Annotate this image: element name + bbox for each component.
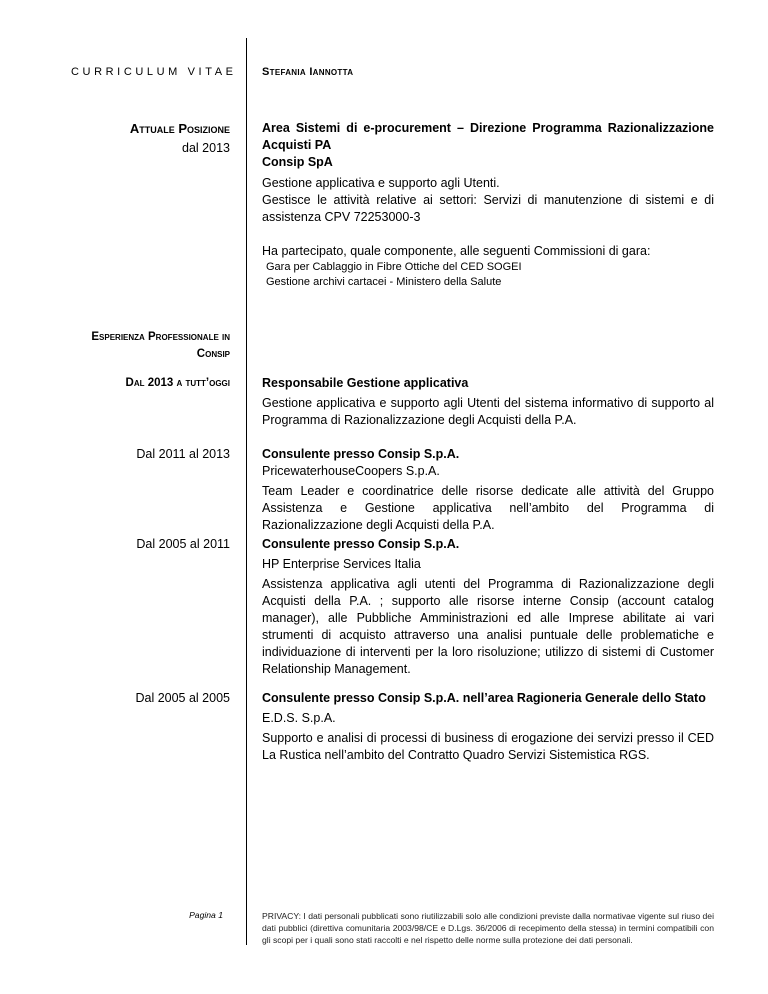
experience-entry (262, 446, 714, 534)
column-divider (246, 38, 247, 945)
position-desc2: Gestisce le attività relative ai settori: Servizi di manutenzione di sistemi e di assistenza CPV 72253000-3 (262, 193, 714, 224)
experience-entry (262, 375, 714, 429)
page-number: Pagina 1 (189, 910, 223, 920)
entry-period: Dal 2011 al 2013 (136, 447, 230, 461)
position-title-line2: Acquisti PA (262, 138, 332, 152)
entry-title: Responsabile Gestione applicativa (262, 376, 469, 390)
privacy-notice: PRIVACY: I dati personali pubblicati sono riutilizzabili solo alle condizioni previste dalla normativae vigente sul riuso dei dati pubblici (direttiva comunitaria 2003/98/CE e D.Lgs. 36/2006 di recepimento della stessa) in termini compatibili con gli scopi per i quali sono stati raccolti e nel rispetto delle norme sulla protezione dei dati personali. (262, 911, 714, 945)
entry-desc: Supporto e analisi di processi di business di erogazione dei servizi presso il CED La Rustica nell’ambito del Contratto Quadro Servizi Sistemistica RGS. (262, 731, 714, 762)
current-position-block (262, 120, 714, 290)
experience-section-label (91, 329, 230, 363)
current-position-since: dal 2013 (182, 141, 230, 155)
position-company: Consip SpA (262, 155, 333, 169)
entry-period: Dal 2013 a tutt’oggi (125, 377, 230, 389)
experience-label-line1: Esperienza Professionale in (91, 331, 230, 343)
experience-entry (262, 536, 714, 678)
entry-desc: Team Leader e coordinatrice delle risorse dedicate alle attività del Gruppo Assistenza e Gestione applicativa nell’ambito del Programma di Razionalizzazione degli Acquisti della P.A. (262, 484, 714, 532)
entry-employer: PricewaterhouseCoopers S.p.A. (262, 464, 440, 478)
position-desc1: Gestione applicativa e supporto agli Utenti. (262, 176, 500, 190)
entry-period: Dal 2005 al 2005 (135, 691, 230, 705)
commissions-intro: Ha partecipato, quale componente, alle seguenti Commissioni di gara: (262, 244, 651, 258)
entry-title: Consulente presso Consip S.p.A. nell’area Ragioneria Generale dello Stato (262, 691, 706, 705)
entry-title: Consulente presso Consip S.p.A. (262, 447, 460, 461)
commission-item: Gestione archivi cartacei - Ministero della Salute (266, 276, 502, 288)
position-title-line1: Area Sistemi di e-procurement – Direzione Programma Razionalizzazione (262, 121, 714, 135)
entry-desc: Assistenza applicativa agli utenti del Programma di Razionalizzazione degli Acquisti della P.A. ; supporto alle risorse interne Consip (account catalog manager), alle Pubbliche Amministrazioni ed alle Imprese abilitate ai vari strumenti di acquisto attraverso una analisi puntuale delle problematiche e individuazione di interventi per la loro risoluzione; utilizzo di sistemi di Customer Relationship Management. (262, 577, 714, 676)
experience-entry (262, 690, 714, 764)
cv-heading: CURRICULUM VITAE (71, 66, 237, 78)
current-position-label: Attuale Posizione (129, 121, 230, 136)
entry-desc: Gestione applicativa e supporto agli Utenti del sistema informativo di supporto al Programma di Razionalizzazione degli Acquisti della P.A. (262, 396, 714, 427)
commission-item: Gara per Cablaggio in Fibre Ottiche del CED SOGEI (266, 261, 522, 273)
person-name: Stefania Iannotta (262, 66, 354, 78)
experience-label-line2: Consip (196, 348, 230, 360)
entry-employer: E.D.S. S.p.A. (262, 711, 336, 725)
entry-title: Consulente presso Consip S.p.A. (262, 537, 460, 551)
entry-employer: HP Enterprise Services Italia (262, 557, 421, 571)
entry-period: Dal 2005 al 2011 (136, 537, 230, 551)
